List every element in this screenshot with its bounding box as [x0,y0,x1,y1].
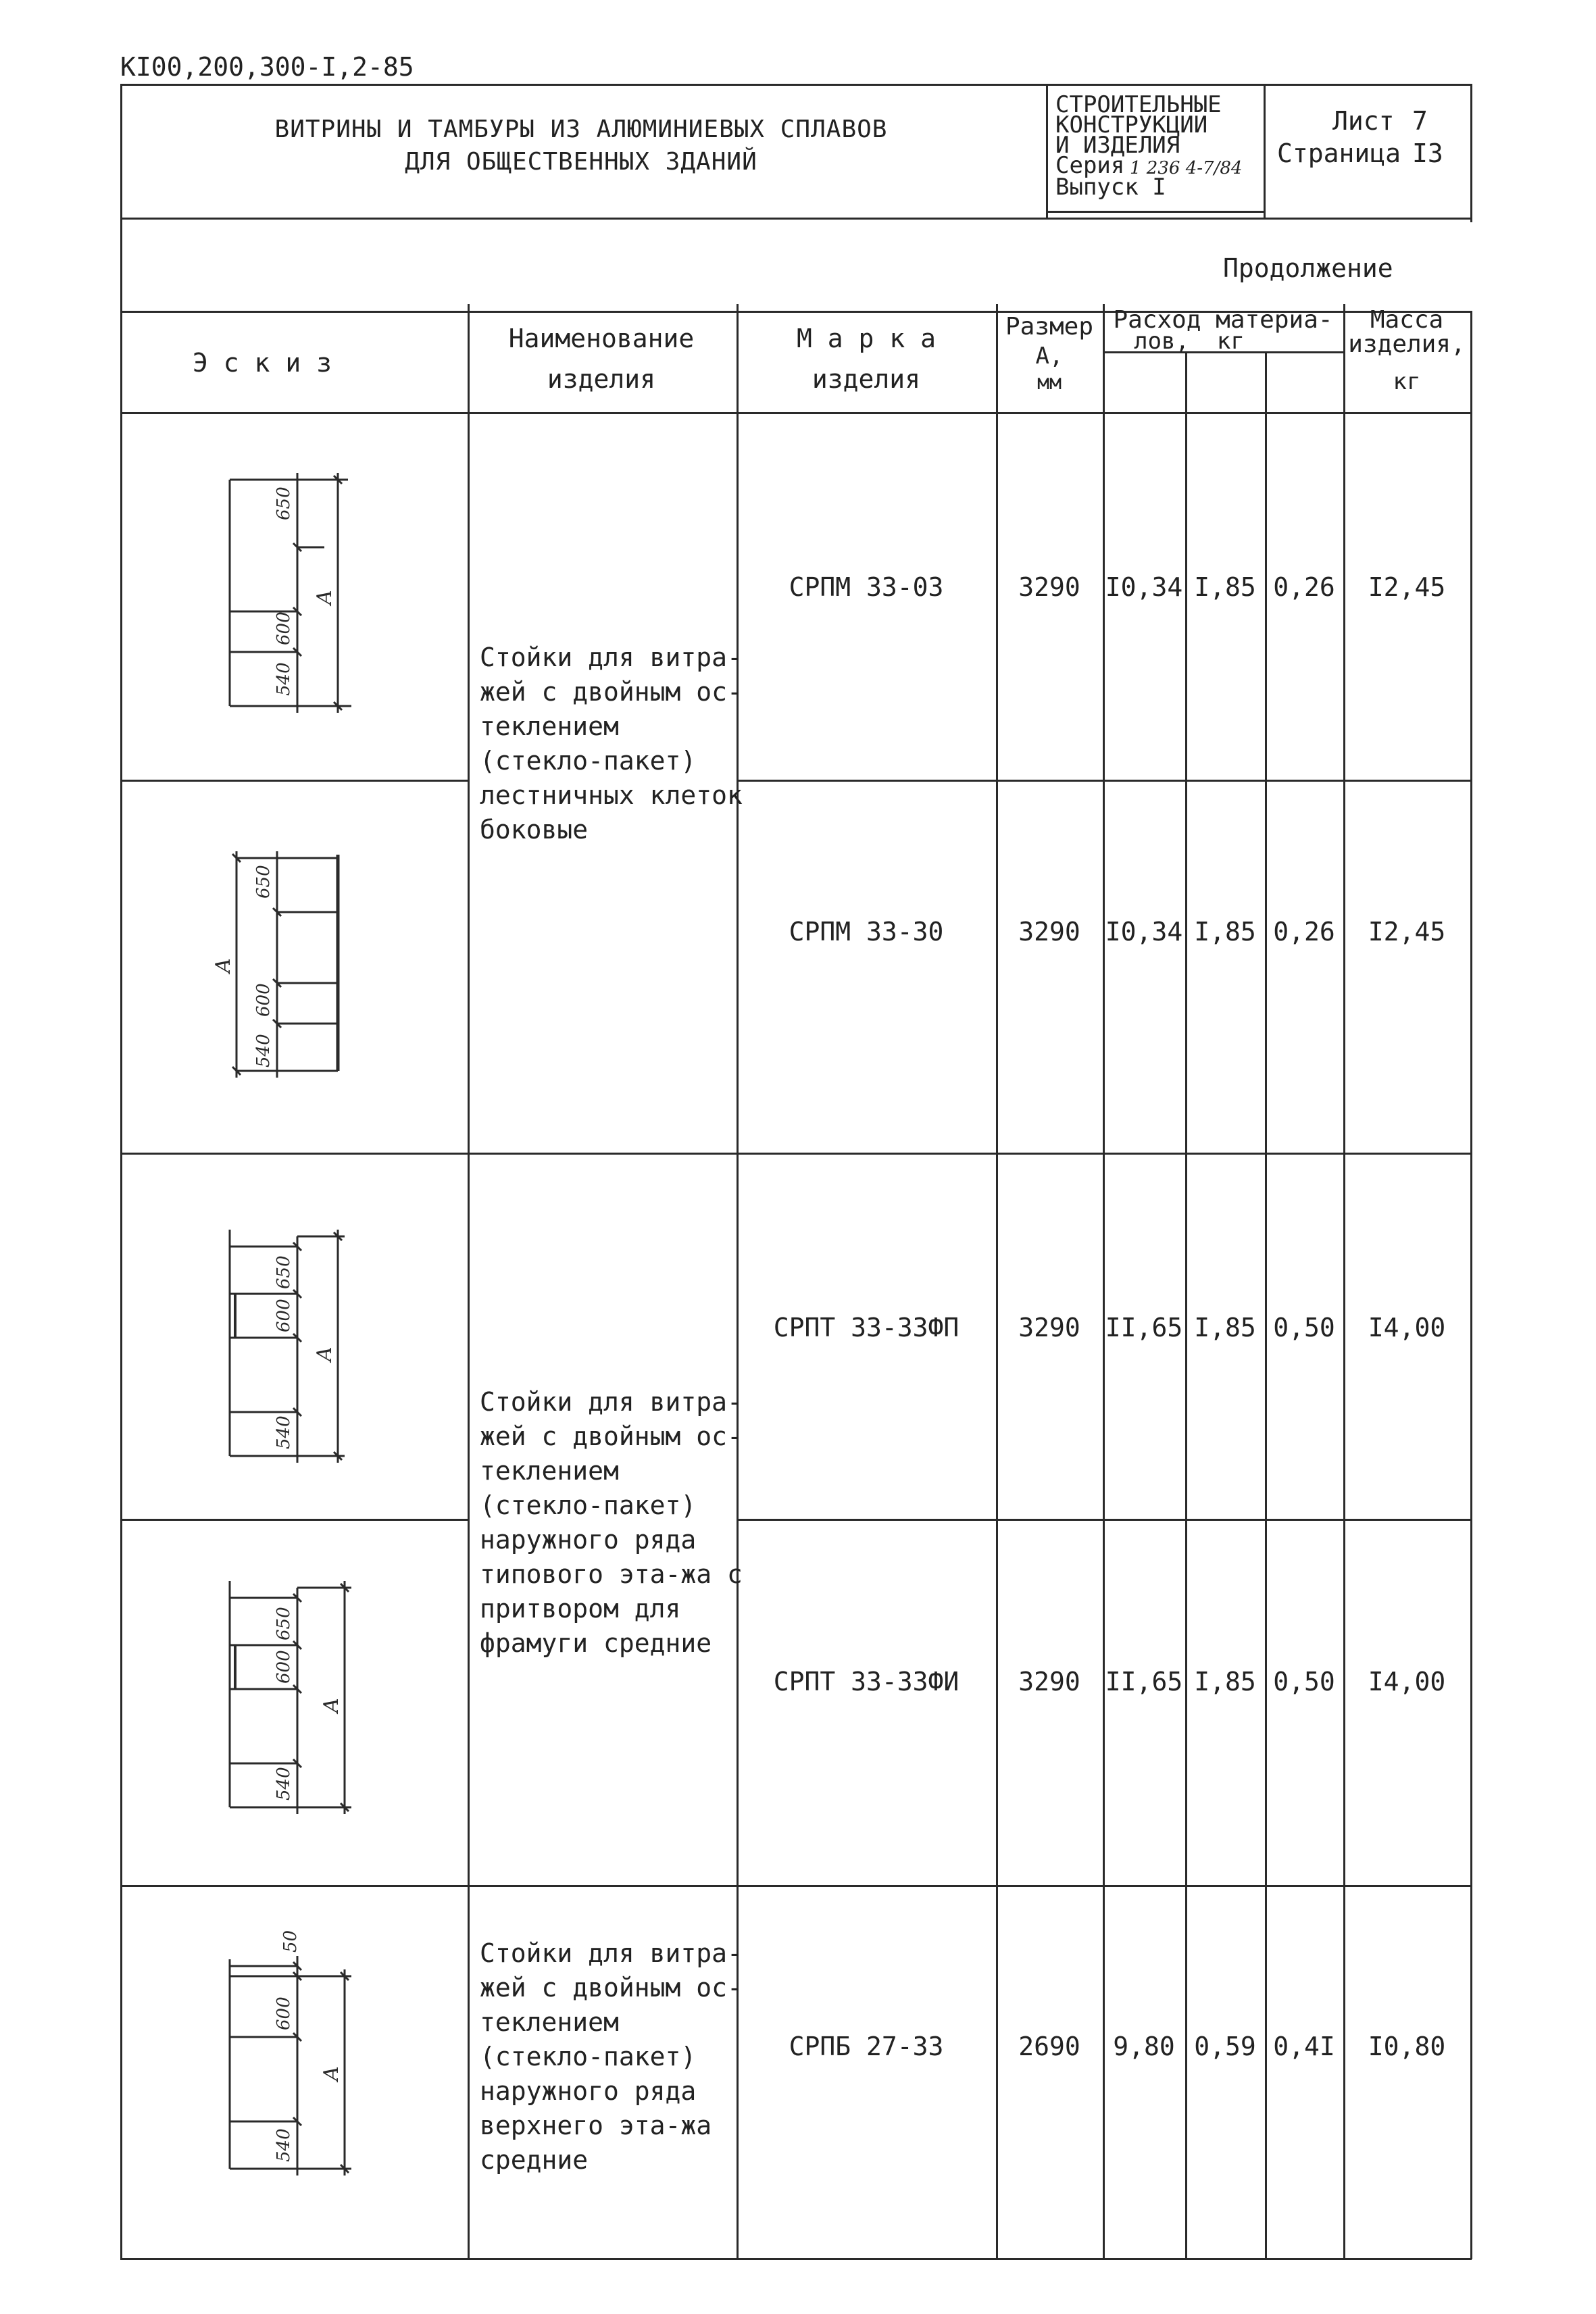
sketch-4-dim-600: 600 [274,1650,294,1684]
row-2-mass: I2,45 [1368,917,1446,947]
sketch-3-dim-650: 650 [274,1255,294,1289]
row-1-mark: СРПМ 33-03 [789,572,944,602]
col-header-mark-1: М а р к а [797,324,936,353]
row-2-mark: СРПМ 33-30 [789,917,944,947]
row-3-mark: СРПТ 33-33ФП [773,1313,959,1342]
row-line-1-data [737,780,1472,782]
col-line-m2 [1185,351,1187,2259]
sketch-3-drawing [216,1216,378,1473]
row-1-mass: I2,45 [1368,572,1446,602]
sketch-1-dim-600: 600 [274,611,294,645]
col-header-size-3: мм [1037,371,1062,395]
document-title-line-1: ВИТРИНЫ И ТАМБУРЫ ИЗ АЛЮМИНИЕВЫХ СПЛАВОВ [274,116,888,143]
stamp-line-1: СТРОИТЕЛЬНЫЕ [1055,91,1222,118]
row-4-material-3: 0,50 [1273,1667,1335,1696]
row-2-material-3: 0,26 [1273,917,1335,947]
sketch-2-dim-600: 600 [253,983,274,1017]
row-4-mass: I4,00 [1368,1667,1446,1696]
row-4-size: 3290 [1018,1667,1080,1696]
table-right-line [1470,311,1472,2259]
col-header-mass-3: кг [1393,368,1421,395]
table-bottom-line [120,2258,1472,2260]
stamp-line-2: КОНСТРУКЦИИ [1055,111,1208,139]
row-5-mass: I0,80 [1368,2032,1446,2061]
frame-right-line-top [1470,84,1472,222]
row-3-size: 3290 [1018,1313,1080,1342]
group-name-1: Стойки для витра-жей с двойным ос-теклением (стекло-пакет) лестничных клеток боковые [480,643,743,845]
col-line-size [996,304,998,2259]
title-bottom-line [120,218,1472,220]
document-title-line-2: ДЛЯ ОБЩЕСТВЕННЫХ ЗДАНИЙ [405,148,757,176]
row-4-material-1: II,65 [1105,1667,1183,1696]
col-header-size-2: А, [1035,343,1064,370]
row-5-mark: СРПБ 27-33 [789,2032,944,2061]
sketch-3-dim-a: A [313,1347,336,1361]
table-header-bottom-line [120,412,1472,414]
col-header-mass-1: Масса [1370,306,1444,334]
row-3-mass: I4,00 [1368,1313,1446,1342]
sketch-1-dim-a: A [313,590,336,605]
row-line-3-sketch [120,1519,468,1521]
sketch-5-dim-50: 50 [280,1930,301,1953]
row-2-size: 3290 [1018,917,1080,947]
sketch-1-drawing [203,459,365,716]
sheet-number: 7 [1412,106,1428,136]
group-name-2: Стойки для витра-жей с двойным ос-теклением (стекло-пакет) наружного ряда типового эта-жа с притвором для фрамуги средние [480,1387,743,1658]
sheet-label: Лист [1332,106,1395,136]
row-5-size: 2690 [1018,2032,1080,2061]
row-3-material-2: I,85 [1194,1313,1256,1342]
col-header-name-2: изделия [547,364,656,394]
row-1-material-1: I0,34 [1105,572,1183,602]
col-header-mass-2: изделия, [1348,330,1466,358]
col-header-sketch: Э с к и з [193,348,332,378]
col-line-name [468,304,470,2259]
sketch-5-drawing [216,1919,378,2189]
continuation-label: Продолжение [1223,253,1393,283]
sketch-3-dim-600: 600 [274,1299,294,1332]
stamp-series-value: 1 236 4-7/84 [1130,158,1243,178]
col-header-consumption-2: лов, кг [1134,328,1245,355]
sketch-4-drawing [216,1567,378,1824]
stamp-series-label: Серия [1055,152,1125,179]
sketch-2-dim-650: 650 [253,865,274,899]
col-line-mass [1343,304,1345,2259]
group-name-3: Стойки для витра-жей с двойным ос-теклением (стекло-пакет) наружного ряда верхнего эта-жа средние [480,1938,743,2175]
stamp-issue: Выпуск I [1055,174,1166,201]
sketch-5-dim-600: 600 [274,1996,294,2030]
row-5-material-3: 0,4I [1273,2032,1335,2061]
row-line-4 [120,1885,1472,1887]
sketch-3-dim-540: 540 [274,1415,294,1449]
title-divider-1 [1046,84,1048,218]
col-line-m3 [1265,351,1267,2259]
row-1-material-3: 0,26 [1273,572,1335,602]
frame-top-line [120,84,1470,86]
row-line-2 [120,1153,1472,1155]
row-2-material-2: I,85 [1194,917,1256,947]
stamp-bottom-line [1046,211,1264,213]
row-line-1-sketch [120,780,468,782]
stamp-line-3: И ИЗДЕЛИЯ [1055,132,1180,159]
sketch-1-dim-540: 540 [274,662,294,696]
row-1-material-2: I,85 [1194,572,1256,602]
document-code: КI00,200,300-I,2-85 [120,52,414,82]
col-header-name-1: Наименование [508,324,695,353]
sketch-2-dim-a: A [211,958,235,973]
row-4-material-2: I,85 [1194,1667,1256,1696]
sketch-5-dim-a: A [320,2066,343,2081]
sketch-2-dim-540: 540 [253,1034,274,1067]
col-header-mark-2: изделия [812,364,921,394]
row-line-3-data [737,1519,1472,1521]
row-4-mark: СРПТ 33-33ФИ [773,1667,959,1696]
row-3-material-1: II,65 [1105,1313,1183,1342]
sketch-4-dim-540: 540 [274,1767,294,1801]
col-header-consumption-1: Расход материа- [1113,306,1333,334]
col-line-m1 [1103,304,1105,2259]
col-header-size-1: Размер [1005,313,1094,341]
row-5-material-1: 9,80 [1113,2032,1175,2061]
sketch-1-dim-650: 650 [274,486,294,520]
sketch-4-dim-a: A [320,1698,343,1713]
frame-left-line [120,84,122,2259]
row-3-material-3: 0,50 [1273,1313,1335,1342]
row-2-material-1: I0,34 [1105,917,1183,947]
row-5-material-2: 0,59 [1194,2032,1256,2061]
page-label: Страница [1277,139,1401,168]
row-1-size: 3290 [1018,572,1080,602]
sketch-5-dim-540: 540 [274,2128,294,2162]
sketch-4-dim-650: 650 [274,1607,294,1640]
sketch-2-drawing [196,838,358,1095]
page-number: I3 [1412,139,1443,168]
title-divider-2 [1264,84,1266,218]
